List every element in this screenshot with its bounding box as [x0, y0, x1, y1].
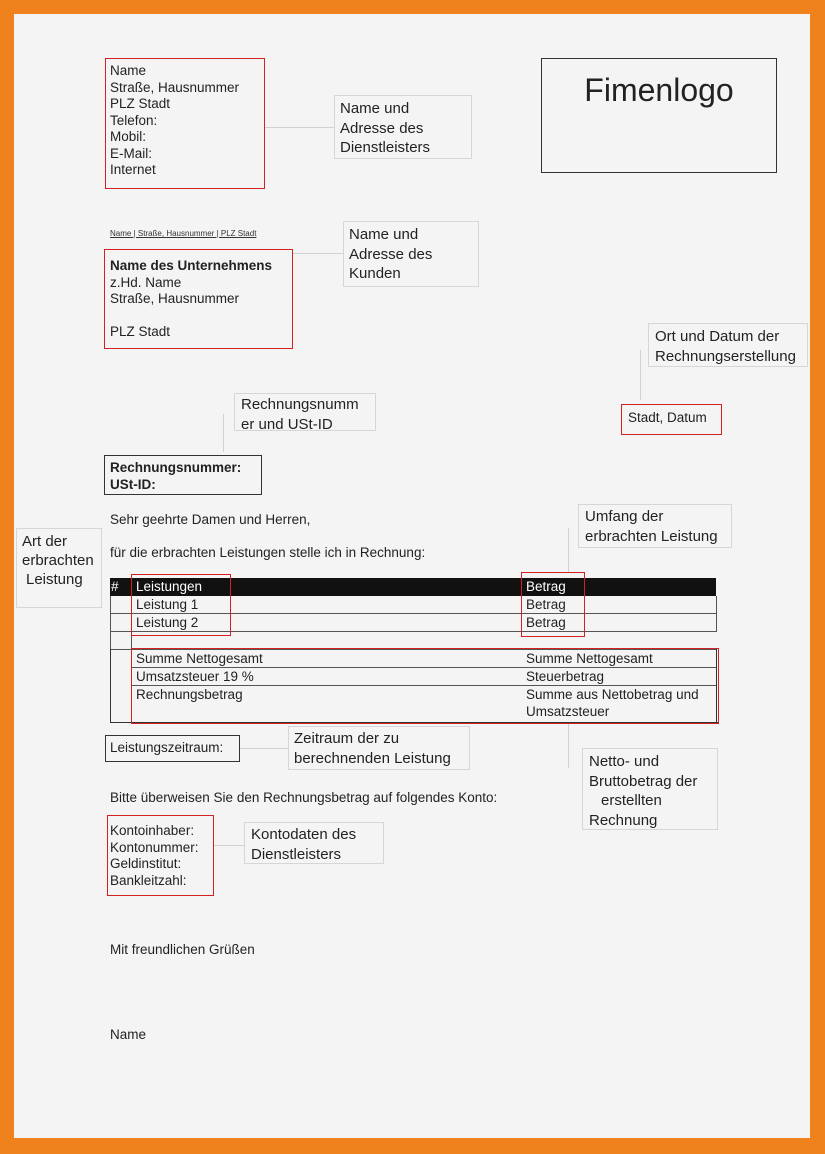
table-header-service: Leistungen [136, 579, 203, 594]
period-label: Leistungszeitraum: [110, 740, 224, 755]
intro-text: für die erbrachten Leistungen stelle ich in Rechnung: [110, 545, 426, 560]
company-logo-placeholder: Fimenlogo [584, 72, 734, 108]
table-header-num: # [111, 579, 119, 594]
totals-highlight [131, 648, 719, 724]
place-and-date: Stadt, Datum [628, 410, 707, 425]
customer-address [110, 258, 272, 341]
note-date: Ort und Datum der Rechnungserstellung [655, 328, 796, 365]
row-1-service: Leistung 1 [136, 597, 199, 612]
note-sender: Name und Adresse des Dienstleisters [340, 100, 431, 156]
note-bank: Kontodaten des Dienstleisters [251, 826, 357, 863]
amount-column-highlight [521, 572, 585, 637]
account-holder-label: Kontoinhaber: [110, 823, 195, 838]
closing-phrase: Mit freundlichen Grüßen [110, 942, 255, 957]
invoice-number-label: Rechnungsnummer: [110, 460, 242, 475]
invoice-ids [110, 460, 241, 493]
service-column-highlight [131, 574, 231, 636]
sender-website: Internet [110, 162, 156, 177]
note-customer: Name und Adresse des Kunden [349, 226, 433, 282]
sender-address [110, 63, 239, 179]
salutation: Sehr geehrte Damen und Herren, [110, 512, 311, 527]
net-total-value: Summe Nettogesamt [526, 651, 653, 666]
vat-value: Steuerbetrag [526, 669, 605, 684]
note-invoice-number: Rechnungsnumm er und USt-ID [241, 396, 359, 433]
row-2-amount: Betrag [526, 615, 566, 630]
customer-company: Name des Unternehmens [110, 258, 273, 273]
vat-id-label: USt-ID: [110, 476, 156, 492]
sender-email: E-Mail: [110, 145, 153, 161]
customer-attn: z.Hd. Name [110, 274, 182, 290]
note-period: Zeitraum der zu berechnenden Leistung [294, 730, 451, 767]
note-service-type: Art der erbrachten Leistung [22, 533, 94, 588]
bank-name-label: Geldinstitut: [110, 856, 182, 871]
sender-phone: Telefon: [110, 112, 158, 128]
sender-city: PLZ Stadt [110, 96, 171, 111]
note-amounts: Netto- und Bruttobetrag der erstellten Rechnung [589, 753, 698, 829]
vat-label: Umsatzsteuer 19 % [136, 669, 254, 684]
sender-name: Name [110, 63, 147, 78]
row-2-service: Leistung 2 [136, 615, 199, 630]
customer-street: Straße, Hausnummer [110, 291, 240, 306]
sender-mobile: Mobil: [110, 129, 147, 144]
bank-code-label: Bankleitzahl: [110, 872, 187, 888]
transfer-instruction: Bitte überweisen Sie den Rechnungsbetrag auf folgendes Konto: [110, 790, 498, 805]
account-number-label: Kontonummer: [110, 839, 199, 855]
row-1-amount: Betrag [526, 597, 566, 612]
note-scope: Umfang der erbrachten Leistung [585, 508, 718, 545]
bank-details [110, 823, 199, 889]
customer-city: PLZ Stadt [110, 324, 171, 339]
return-address-line: Name | Straße, Hausnummer | PLZ Stadt [110, 229, 257, 238]
sender-street: Straße, Hausnummer [110, 79, 240, 95]
invoice-total-value: Summe aus Nettobetrag und Umsatzsteuer [526, 687, 699, 719]
table-header-amount: Betrag [526, 579, 566, 594]
invoice-total-label: Rechnungsbetrag [136, 687, 243, 702]
signature-name: Name [110, 1027, 147, 1042]
net-total-label: Summe Nettogesamt [136, 651, 263, 666]
